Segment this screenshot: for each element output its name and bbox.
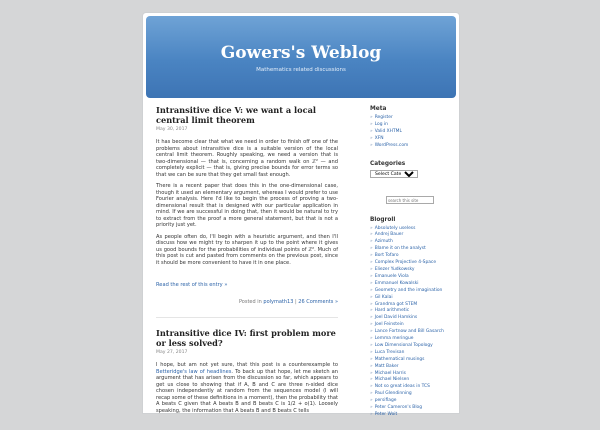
post-paragraph: It has become clear that what we need in order to finish off one of the problems about intransitive dice is a suitable version of the local central limit theorem. Roughly speaking, we need a version that is two-dimensional — that is, concerning a random walk on ℤ² — and completely explicit — that is, giving precise bounds for error terms so that we can be sure that they get small fast enough. [156, 139, 338, 178]
post [156, 105, 338, 305]
blog-description: Mathematics related discussions [256, 67, 346, 73]
blogroll-item-link[interactable]: Eliezer Yudkowsky [374, 266, 415, 272]
bullet-icon: » [370, 225, 373, 231]
blogroll-item [370, 274, 454, 281]
blogroll-list [370, 226, 454, 419]
blogroll-item [370, 260, 454, 267]
post-paragraph: There is a recent paper that does this in the one-dimensional case, though it used an elementary argument, whereas I would prefer to use Fourier analysis. Here I'd like to begin the process of proving a two-dimensional result that is designed with our particular application in mind. If we are successful in doing that, then it would be natural to try to extract from the proof a more general statement, but that is not a priority just yet. [156, 183, 338, 228]
blogroll-item [370, 350, 454, 357]
meta-item-link[interactable]: XFN [374, 135, 384, 141]
meta-item [370, 115, 454, 122]
bullet-icon: » [370, 412, 373, 417]
blogroll-item-link[interactable]: Not so great ideas in TCS [374, 384, 430, 390]
blogroll-item [370, 295, 454, 302]
blogroll-item [370, 267, 454, 274]
post-paragraph [156, 362, 338, 414]
blogroll-item-link[interactable]: Gil Kalai [374, 294, 393, 300]
post-divider [156, 317, 338, 318]
blogroll-item [370, 357, 454, 364]
bullet-icon: » [370, 308, 373, 314]
meta-list [370, 115, 454, 150]
main-content [156, 105, 338, 426]
blogroll-item [370, 412, 454, 419]
meta-item-link[interactable]: WordPress.com [374, 142, 409, 148]
blogroll-item [370, 329, 454, 336]
blogroll-item [370, 281, 454, 288]
blogroll-heading: Blogroll [370, 216, 396, 223]
post-meta [156, 299, 338, 305]
bullet-icon: » [370, 273, 373, 279]
post-body [156, 362, 338, 414]
blogroll-item-link[interactable]: Joel Feinstein [374, 322, 404, 328]
meta-item-link[interactable]: Valid XHTML [374, 128, 402, 134]
post-title[interactable]: Intransitive dice V: we want a local central limit theorem [156, 105, 317, 125]
bullet-icon: » [370, 370, 373, 376]
post-date: May 27, 2017 [156, 350, 188, 355]
betteridge-link[interactable]: Betteridge's law of headlines [156, 368, 232, 375]
blogroll-item-link[interactable]: Joel David Hamkins [374, 315, 418, 321]
bullet-icon: » [370, 356, 373, 362]
blogroll-item-link[interactable]: Emanuele Viola [374, 273, 409, 279]
blogroll-item-link[interactable]: Lemma meringue [374, 336, 414, 342]
blogroll-item-link[interactable]: Complex Projective 4-Space [374, 260, 437, 266]
blogroll-item-link[interactable]: Low Dimensional Topology [374, 342, 433, 348]
meta-item [370, 136, 454, 143]
meta-item [370, 143, 454, 150]
blogroll-item-link[interactable]: persiflage [374, 398, 397, 404]
comments-link[interactable]: 26 Comments » [298, 299, 338, 305]
post-body [156, 139, 338, 290]
post-date: May 30, 2017 [156, 127, 188, 132]
posted-in-label: Posted in [238, 299, 262, 305]
blogroll-item-link[interactable]: Hard arithmetic [374, 308, 410, 314]
bullet-icon: » [370, 260, 373, 266]
blogroll-item-link[interactable]: Michael Harris [374, 370, 406, 376]
blogroll-item-link[interactable]: Matt Baker [374, 363, 399, 369]
post-title[interactable]: Intransitive dice IV: first problem more or less solved? [156, 328, 336, 348]
bullet-icon: » [370, 280, 373, 286]
meta-item [370, 129, 454, 136]
blogroll-item-link[interactable]: Andrej Bauer [374, 232, 404, 238]
blog-header [146, 16, 456, 98]
blogroll-item-link[interactable]: Bort Tofaro [374, 253, 399, 259]
blogroll-item-link[interactable]: Peter Cameron's Blog [374, 405, 423, 411]
bullet-icon: » [370, 363, 373, 369]
blog-title[interactable]: Gowers's Weblog [220, 43, 382, 63]
meta-item-link[interactable]: Register [374, 115, 393, 120]
meta-item [370, 122, 454, 129]
blogroll-item-link[interactable]: Azimuth [374, 239, 393, 245]
post-text: . To back up that hope, let me sketch an argument that has arisen from the discussion so far, which appears to get us close to showing that if A, B and C are three n-sided dice chosen independently at random from the sequences model (I will recap some of these definitions in a moment), then the probability that A beats C given that A beats B and B beats C is 1/2 + o(1). Loosely speaking, the information that A beats B and B beats C tells [156, 368, 338, 414]
bullet-icon: » [370, 121, 373, 127]
blogroll-item [370, 364, 454, 371]
bullet-icon: » [370, 135, 373, 141]
blog-page [142, 12, 460, 417]
bullet-icon: » [370, 384, 373, 390]
bullet-icon: » [370, 301, 373, 307]
blogroll-item [370, 405, 454, 412]
post [156, 328, 338, 414]
meta-heading: Meta [370, 106, 387, 112]
post-paragraph: As people often do, I'll begin with a heuristic argument, and then I'll discuss how we might try to sharpen it up to the point where it gives us good bounds for the probabilities of individual points of ℤ². Much of this post is cut and pasted from comments on the previous post, since it should be more convenient to have it in one place. [156, 233, 338, 266]
sidebar [370, 106, 454, 430]
read-more-link[interactable]: Read the rest of this entry » [156, 282, 228, 288]
blogroll-item-link[interactable]: Emmanuel Kowalski [374, 280, 419, 286]
blogroll-item-link[interactable]: Blame it on the analyst [374, 246, 426, 252]
meta-separator: | [295, 299, 297, 305]
meta-item-link[interactable]: Log in [374, 121, 388, 127]
blogroll-item [370, 343, 454, 350]
bullet-icon: » [370, 405, 373, 411]
category-select[interactable] [370, 170, 418, 178]
bullet-icon: » [370, 398, 373, 404]
bullet-icon: » [370, 246, 373, 252]
bullet-icon: » [370, 315, 373, 321]
blogroll-item-link[interactable]: Mathematical musings [374, 356, 425, 362]
bullet-icon: » [370, 391, 373, 397]
category-link[interactable]: polymath13 [263, 299, 294, 305]
bullet-icon: » [370, 253, 373, 259]
blogroll-item-link[interactable]: Luca Trevisan [374, 349, 405, 355]
bullet-icon: » [370, 232, 373, 238]
bullet-icon: » [370, 322, 373, 328]
blogroll-item-link[interactable]: Paul Glendinning [374, 391, 412, 397]
blogroll-item-link[interactable]: Absolutely useless [374, 225, 416, 231]
categories-heading: Categories [370, 160, 406, 167]
blogroll-item [370, 336, 454, 343]
blogroll-item-link[interactable]: Peter Woit [374, 412, 398, 417]
bullet-icon: » [370, 336, 373, 342]
bullet-icon: » [370, 115, 373, 120]
blogroll-item [370, 288, 454, 295]
bullet-icon: » [370, 294, 373, 300]
post-text: I hope, but am not yet sure, that this post is a counterexample to [156, 362, 338, 368]
bullet-icon: » [370, 142, 373, 148]
blogroll-item-link[interactable]: Geometry and the imagination [374, 287, 443, 293]
search-form [386, 187, 454, 206]
bullet-icon: » [370, 266, 373, 272]
bullet-icon: » [370, 287, 373, 293]
bullet-icon: » [370, 342, 373, 348]
blogroll-item-link[interactable]: Michael Nielsen [374, 377, 410, 383]
bullet-icon: » [370, 239, 373, 245]
search-input[interactable] [386, 196, 434, 204]
blogroll-item-link[interactable]: Grandma got STEM [374, 301, 418, 307]
bullet-icon: » [370, 349, 373, 355]
blogroll-item-link[interactable]: Lance Fortnow and Bill Gasarch [374, 329, 444, 335]
bullet-icon: » [370, 128, 373, 134]
bullet-icon: » [370, 329, 373, 335]
bullet-icon: » [370, 377, 373, 383]
